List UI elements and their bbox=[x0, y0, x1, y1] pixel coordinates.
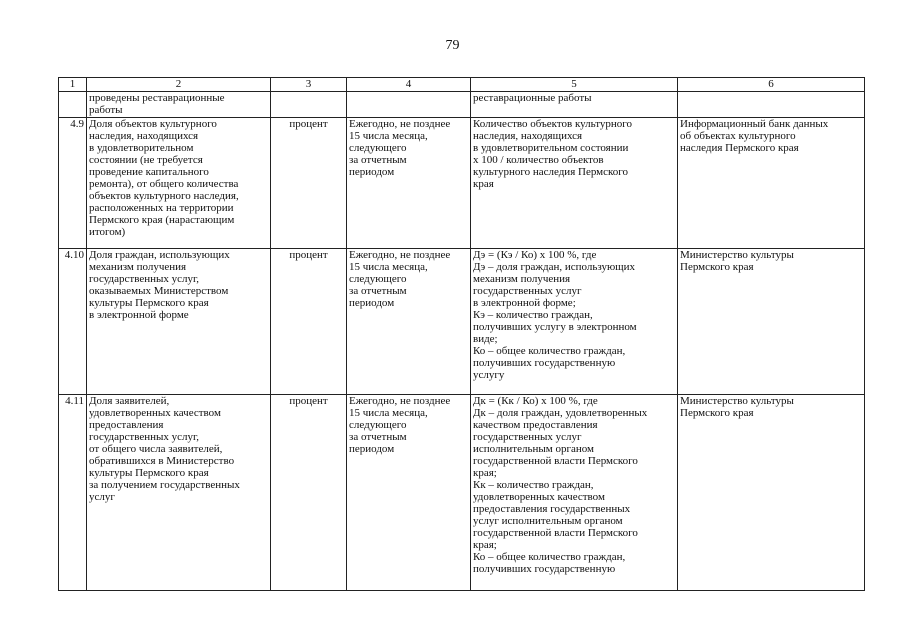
unit-cell: процент bbox=[271, 395, 347, 591]
method-cell: Дк = (Кк / Ко) х 100 %, где Дк – доля граждан, удовлетворенных качеством предоставления государственных услуг исполнительным органом государственной власти Пермского края; Кк – количество граждан, удовлетворенных качеством предоставления государственных услуг исполнительным органом государственной власти Пермского края; Ко – общее количество граждан, получивших государственную bbox=[471, 395, 678, 591]
table-header-row bbox=[59, 78, 865, 92]
period-cell: Ежегодно, не позднее 15 числа месяца, следующего за отчетным периодом bbox=[347, 249, 471, 395]
row-number-cell: 4.9 bbox=[59, 118, 87, 249]
source-cell: Министерство культуры Пермского края bbox=[678, 249, 865, 395]
header-cell: 5 bbox=[471, 78, 678, 92]
continued-method-cell: реставрационные работы bbox=[471, 92, 678, 118]
source-cell: Министерство культуры Пермского края bbox=[678, 395, 865, 591]
table-row bbox=[59, 118, 865, 249]
header-cell: 2 bbox=[87, 78, 271, 92]
table-row-continued bbox=[59, 92, 865, 118]
indicators-table bbox=[58, 77, 865, 591]
row-number-cell: 4.11 bbox=[59, 395, 87, 591]
indicator-name-cell: Доля объектов культурного наследия, находящихся в удовлетворительном состоянии (не требуется проведение капитального ремонта), от общего количества объектов культурного наследия, расположенных на территории Пермского края (нарастающим итогом) bbox=[87, 118, 271, 249]
method-cell: Дэ = (Кэ / Ко) х 100 %, где Дэ – доля граждан, использующих механизм получения государственных услуг в электронной форме; Кэ – количество граждан, получивших услугу в электронном виде; Ко – общее количество граждан, получивших государственную услугу bbox=[471, 249, 678, 395]
period-cell: Ежегодно, не позднее 15 числа месяца, следующего за отчетным периодом bbox=[347, 118, 471, 249]
indicator-name-cell: Доля заявителей, удовлетворенных качеством предоставления государственных услуг, от общего числа заявителей, обратившихся в Министерство культуры Пермского края за получением государственных услуг bbox=[87, 395, 271, 591]
table-row bbox=[59, 395, 865, 591]
continued-name-cell: проведены реставрационные работы bbox=[87, 92, 271, 118]
row-number-cell: 4.10 bbox=[59, 249, 87, 395]
source-cell: Информационный банк данных об объектах культурного наследия Пермского края bbox=[678, 118, 865, 249]
method-cell: Количество объектов культурного наследия, находящихся в удовлетворительном состоянии х 100 / количество объектов культурного наследия Пермского края bbox=[471, 118, 678, 249]
indicator-name-cell: Доля граждан, использующих механизм получения государственных услуг, оказываемых Министерством культуры Пермского края в электронной форме bbox=[87, 249, 271, 395]
unit-cell: процент bbox=[271, 118, 347, 249]
period-cell: Ежегодно, не позднее 15 числа месяца, следующего за отчетным периодом bbox=[347, 395, 471, 591]
header-cell: 3 bbox=[271, 78, 347, 92]
header-cell: 4 bbox=[347, 78, 471, 92]
header-cell: 1 bbox=[59, 78, 87, 92]
table-row bbox=[59, 249, 865, 395]
header-cell: 6 bbox=[678, 78, 865, 92]
unit-cell: процент bbox=[271, 249, 347, 395]
page-number: 79 bbox=[445, 38, 460, 53]
